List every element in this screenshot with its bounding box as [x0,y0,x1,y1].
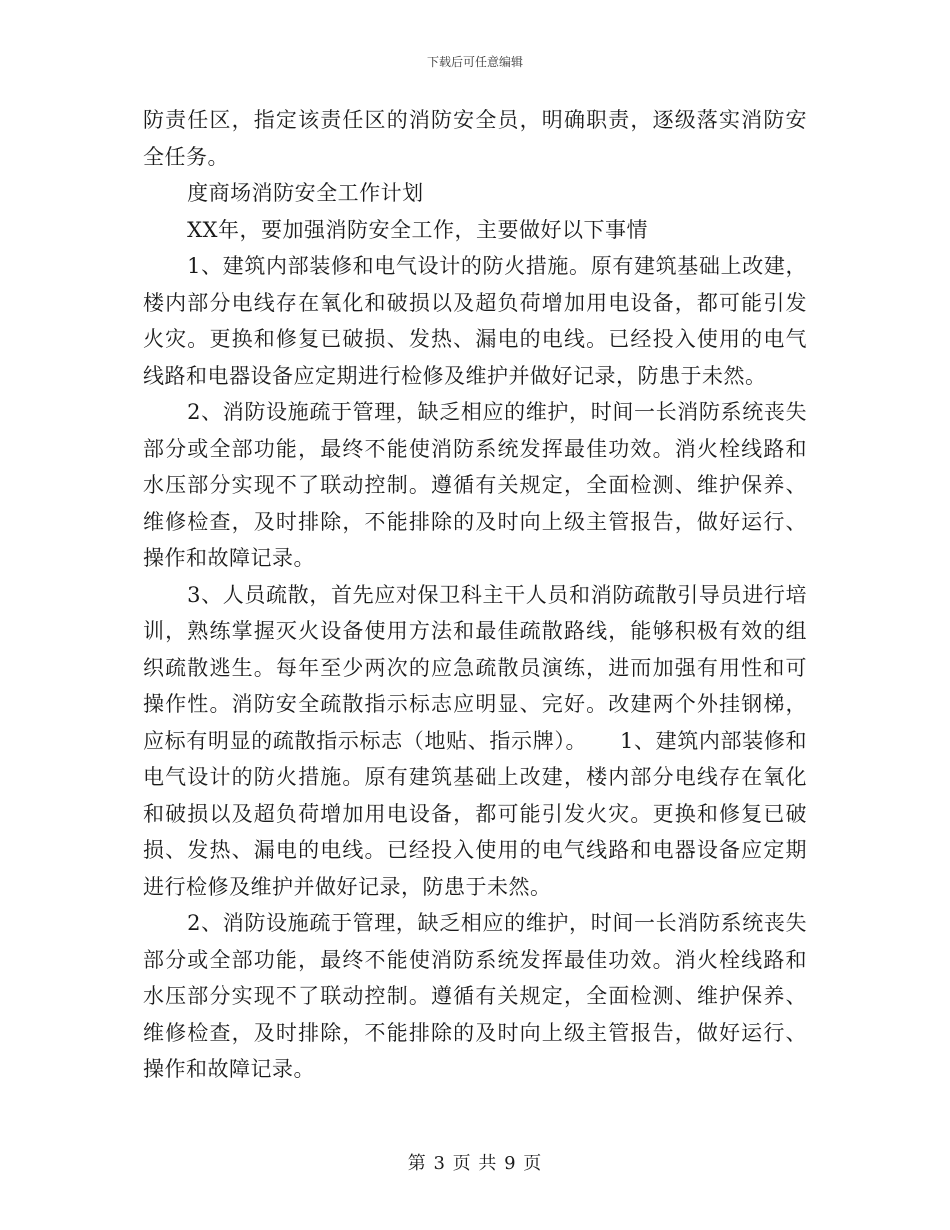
paragraph-item-3: 3、人员疏散，首先应对保卫科主干人员和消防疏散引导员进行培训，熟练掌握灭火设备使用方法和最佳疏散路线，能够积极有效的组织疏散逃生。每年至少两次的应急疏散员演练，进而加强有用性和可操作性。消防安全疏散指示标志应明显、完好。改建两个外挂钢梯，应标有明显的疏散指示标志（地贴、指示牌）。 1、建筑内部装修和电气设计的防火措施。原有建筑基础上改建，楼内部分电线存在氧化和破损以及超负荷增加用电设备，都可能引发火灾。更换和修复已破损、发热、漏电的电线。已经投入使用的电气线路和电器设备应定期进行检修及维护并做好记录，防患于未然。 [143,582,807,899]
paragraph-item-2-repeat: 2、消防设施疏于管理，缺乏相应的维护，时间一长消防系统丧失部分或全部功能，最终不能使消防系统发挥最佳功效。消火栓线路和水压部分实现不了联动控制。遵循有关规定，全面检测、维护保养、维修检查，及时排除，不能排除的及时向上级主管报告，做好运行、操作和故障记录。 [143,911,807,1081]
section-title: 度商场消防安全工作计划 [187,181,424,205]
intro-paragraph: XX年，要加强消防安全工作，主要做好以下事情 [187,217,648,242]
header-note: 下载后可任意编辑 [426,55,523,69]
page-number: 第 3 页 共 9 页 [407,1153,543,1174]
paragraph-item-1: 1、建筑内部装修和电气设计的防火措施。原有建筑基础上改建，楼内部分电线存在氧化和破损以及超负荷增加用电设备，都可能引发火灾。更换和修复已破损、发热、漏电的电线。已经投入使用的电气线路和电器设备应定期进行检修及维护并做好记录，防患于未然。 [143,254,807,388]
document-body [143,102,807,1088]
paragraph-continuation: 防责任区，指定该责任区的消防安全员，明确职责，逐级落实消防安全任务。 [143,108,807,169]
paragraph-item-2: 2、消防设施疏于管理，缺乏相应的维护，时间一长消防系统丧失部分或全部功能，最终不能使消防系统发挥最佳功效。消火栓线路和水压部分实现不了联动控制。遵循有关规定，全面检测、维护保养、维修检查，及时排除，不能排除的及时向上级主管报告，做好运行、操作和故障记录。 [143,400,807,570]
